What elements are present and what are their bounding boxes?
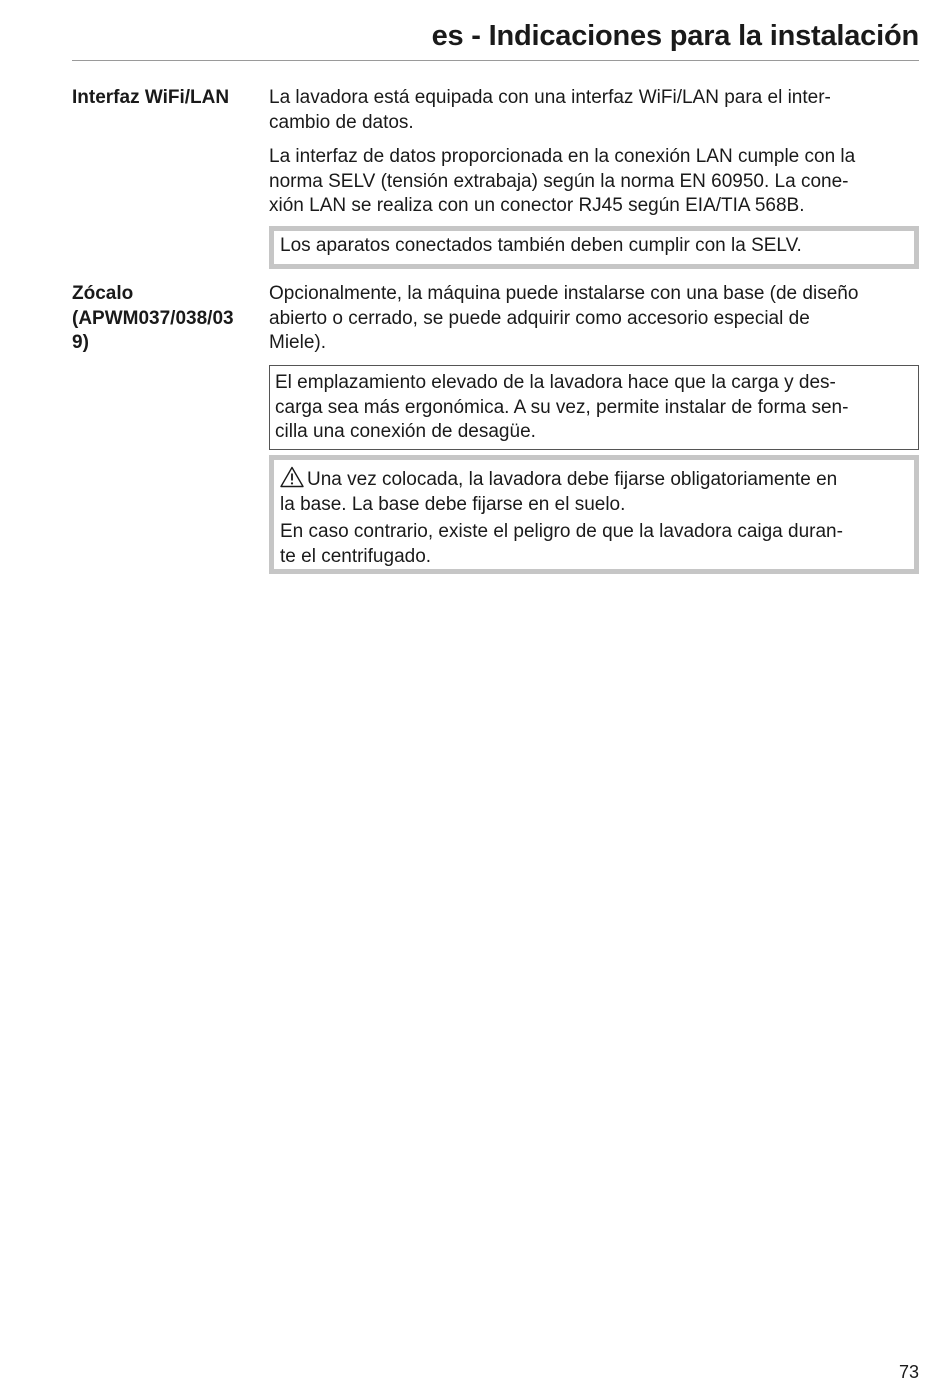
warning-line-3: En caso contrario, existe el peligro de que la lavadora caiga duran- [280, 521, 843, 542]
wifi-p2-line-1: La interfaz de datos proporcionada en la conexión LAN cumple con la [269, 146, 856, 167]
page-header [72, 18, 919, 61]
wifi-p2-line-2: norma SELV (tensión extrabaja) según la norma EN 60950. La cone- [269, 170, 849, 192]
zocalo-p1-line-3: Miele). [269, 332, 327, 353]
selv-note-box [269, 226, 919, 269]
zocalo-label-line-1: Zócalo [72, 283, 134, 304]
page-title: es - Indicaciones para la instalación [431, 20, 919, 52]
section-label-zocalo [72, 282, 257, 356]
zocalo-label-line-2: (APWM037/038/03 [72, 307, 234, 329]
page-number: 73 [898, 1362, 919, 1382]
wifi-p1-line-2: cambio de datos. [269, 111, 414, 133]
zocalo-paragraph-1 [269, 282, 919, 356]
wifi-p2-line-3: xión LAN se realiza con un conector RJ45 según EIA/TIA 568B. [269, 195, 805, 216]
wifi-paragraph-2 [269, 145, 919, 219]
zocalo-label-line-3: 9) [72, 332, 89, 353]
warning-line-4: te el centrifugado. [280, 545, 432, 567]
info-line-3: cilla una conexión de desagüe. [275, 421, 536, 442]
warning-triangle-icon [280, 466, 304, 488]
warning-line-2: la base. La base debe fijarse en el suelo. [280, 493, 626, 515]
info-line-2: carga sea más ergonómica. A su vez, permite instalar de forma sen- [275, 396, 849, 418]
zocalo-p1-line-2: abierto o cerrado, se puede adquirir como accesorio especial de [269, 307, 810, 329]
selv-note-text: Los aparatos conectados también deben cumplir con la SELV. [280, 235, 802, 256]
wifi-paragraph-1 [269, 86, 919, 135]
warning-paragraph-1 [280, 466, 908, 493]
warning-box [269, 455, 919, 574]
wifi-label-text: Interfaz WiFi/LAN [72, 87, 230, 108]
wifi-p1-line-1: La lavadora está equipada con una interfaz WiFi/LAN para el inter- [269, 87, 831, 108]
zocalo-p1-line-1: Opcionalmente, la máquina puede instalarse con una base (de diseño [269, 283, 859, 304]
section-label-wifi-lan [72, 86, 257, 111]
warning-line-1: Una vez colocada, la lavadora debe fijarse obligatoriamente en [307, 469, 838, 490]
info-line-1: El emplazamiento elevado de la lavadora hace que la carga y des- [275, 372, 836, 393]
info-box [269, 365, 919, 450]
